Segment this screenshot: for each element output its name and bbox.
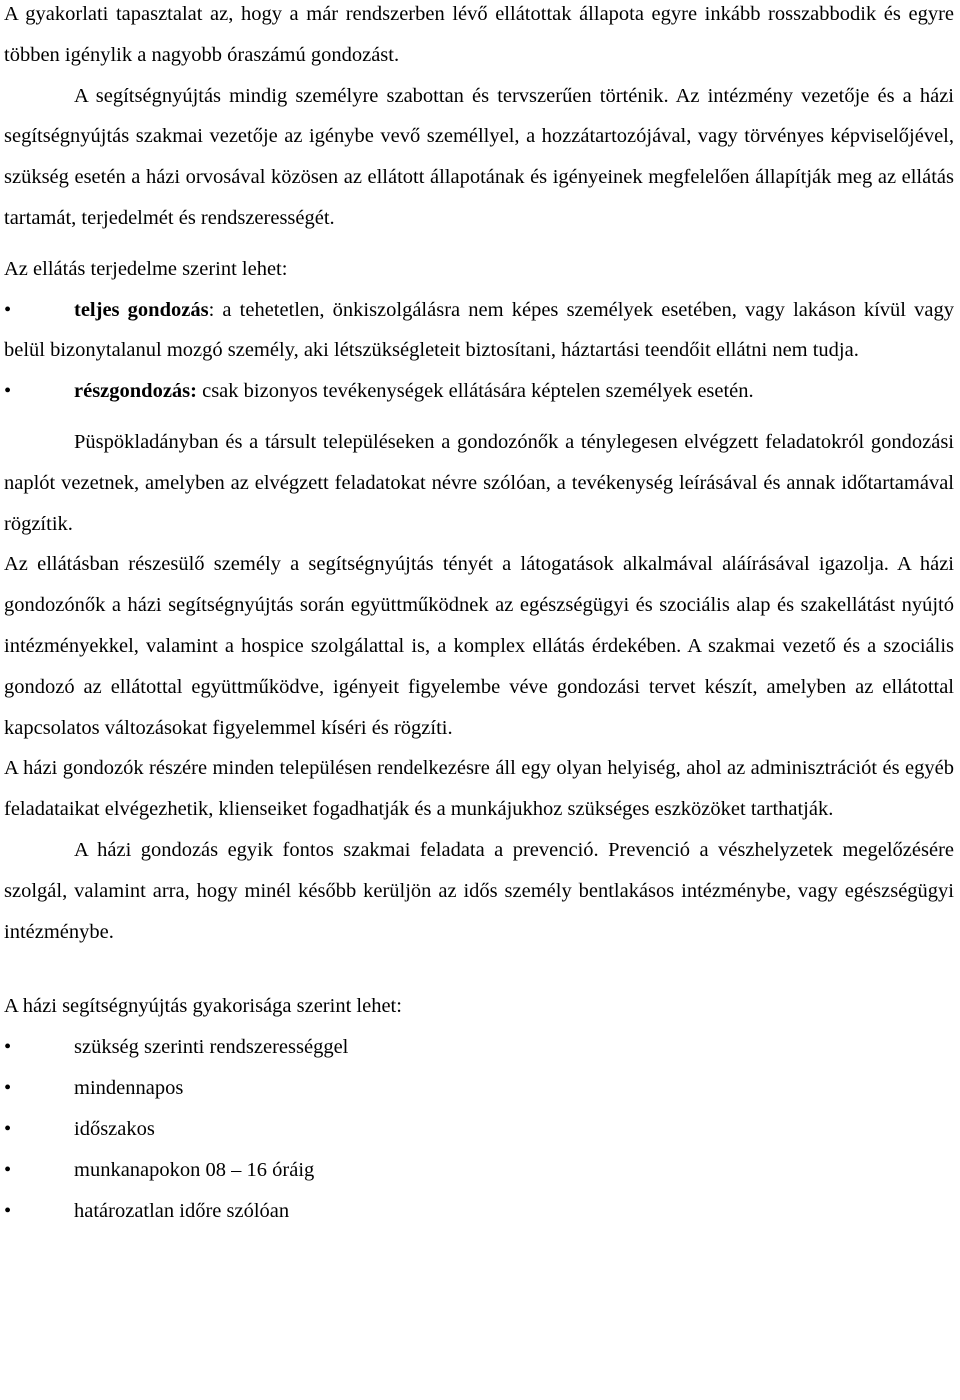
bullet-icon: • <box>4 1077 12 1100</box>
list-item-label: munkanapokon 08 – 16 óráig <box>74 1159 315 1182</box>
paragraph-care-trend: A gyakorlati tapasztalat az, hogy a már rendszerben lévő ellátottak állapota egyre inkább rosszabbodik és egyre többen igénylik a nagyobb óraszámú gondozást. <box>4 3 954 66</box>
list-item <box>4 1068 954 1109</box>
paragraph-personalized-help: A segítségnyújtás mindig személyre szabottan és tervszerűen történik. Az intézmény vezetője és a házi segítségnyújtás szakmai vezetője az igénybe vevő személlyel, a hozzátartozójával, vagy törvényes képviselőjével, szükség esetén a házi orvosával közösen az ellátott állapotának és igényeinek megfelelően állapítják meg az ellátás tartamát, terjedelmét és rendszerességét. <box>4 84 954 229</box>
paragraph-cooperation: Az ellátásban részesülő személy a segítségnyújtás tényét a látogatások alkalmával aláírásával igazolja. A házi gondozónők a házi segítségnyújtás során együttműködnek az egészségügyi és szociális alap és szakellátást nyújtó intézményekkel, valamint a hospice szolgálattal is, a komplex ellátás érdekében. A szakmai vezető és a szociális gondozó az ellátottal együttműködve, igényeit figyelembe véve gondozási tervet készít, amelyben az ellátottal kapcsolatos változásokat figyelemmel kíséri és rögzíti. <box>4 553 954 739</box>
bullet-icon: • <box>4 298 12 321</box>
list-item-label: időszakos <box>74 1118 155 1141</box>
list-item <box>4 1109 954 1150</box>
list-item-full-care <box>4 290 954 372</box>
paragraph-premises: A házi gondozók részére minden településen rendelkezésre áll egy olyan helyiség, ahol az adminisztrációt és egyéb feladataikat elvégezhetik, klienseiket fogadhatják és a munkájukhoz szükséges eszközöket tarthatják. <box>4 757 954 821</box>
bullet-icon: • <box>4 1036 12 1059</box>
bullet-icon: • <box>4 1118 12 1141</box>
term-full-care: teljes gondozás <box>74 298 209 321</box>
paragraph-frequency-intro: A házi segítségnyújtás gyakorisága szerint lehet: <box>4 995 402 1018</box>
paragraph-scope-intro: Az ellátás terjedelme szerint lehet: <box>4 257 288 280</box>
list-item <box>4 1191 954 1232</box>
definition-full-care: : a tehetetlen, önkiszolgálásra nem képes személyek esetében, vagy lakáson kívül vagy belül bizonytalanul mozgó személy, aki létszükségleteit biztosítani, háztartási teendőit ellátni nem tudja. <box>4 298 955 362</box>
paragraph-care-log: Püspökladányban és a társult településeken a gondozónők a ténylegesen elvégzett feladatokról gondozási naplót vezetnek, amelyben az elvégzett feladatokat névre szólóan, a tevékenység leírásával és annak időtartamával rögzítik. <box>4 430 954 535</box>
bullet-icon: • <box>4 1159 12 1182</box>
list-item <box>4 1150 954 1191</box>
term-partial-care: részgondozás: <box>74 380 197 403</box>
bullet-icon: • <box>4 380 12 403</box>
document-page <box>4 0 954 1232</box>
bullet-icon: • <box>4 1200 12 1223</box>
list-item-label: mindennapos <box>74 1077 184 1100</box>
paragraph-prevention: A házi gondozás egyik fontos szakmai feladata a prevenció. Prevenció a vészhelyzetek megelőzésére szolgál, valamint arra, hogy minél később kerüljön az idős személy bentlakásos intézménybe, vagy egészségügyi intézménybe. <box>4 838 954 943</box>
list-item-label: szükség szerinti rendszerességgel <box>74 1036 349 1059</box>
list-item-partial-care <box>4 371 954 412</box>
frequency-list <box>4 1027 954 1232</box>
definition-partial-care: csak bizonyos tevékenységek ellátására képtelen személyek esetén. <box>196 380 754 403</box>
list-item-label: határozatlan időre szólóan <box>74 1200 290 1223</box>
list-item <box>4 1027 954 1068</box>
